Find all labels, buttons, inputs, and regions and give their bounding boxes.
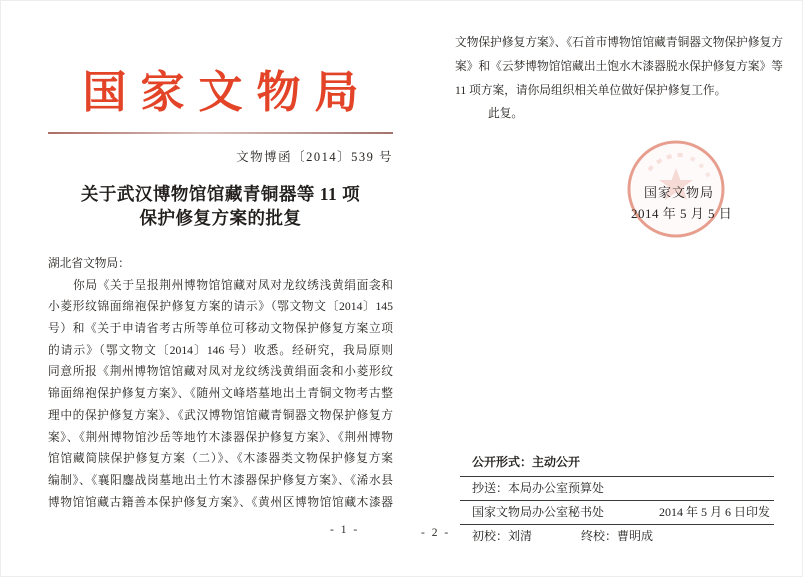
salutation: 湖北省文物局： (48, 257, 130, 270)
document-title (48, 182, 393, 230)
body-line: 同意所报《荆州博物馆馆藏对凤对龙纹绣浅黄绢面衾和小菱形纹 (48, 365, 393, 379)
final-proofreader: 终校：曹明成 (581, 529, 654, 543)
copy-to-row: 抄送：本局办公室预算处 (460, 477, 774, 501)
body-line: 11 项方案，请你局组织相关单位做好保护修复工作。 (455, 83, 727, 97)
admin-footer (460, 451, 774, 548)
body-line: 博物馆馆藏古籍善本保护修复方案》、《黄州区博物馆馆藏木漆器 (48, 495, 393, 509)
body-line: 小菱形纹锦面绵袍保护修复方案的请示》（鄂文物文〔2014〕145 (48, 300, 393, 314)
body-line: 案》、《荆州博物馆沙岳等地竹木漆器保护修复方案》、《荆州博物 (48, 430, 393, 444)
letterhead-divider (48, 132, 393, 134)
signature-agency: 国家文物局 (644, 185, 715, 200)
page-2 (455, 0, 783, 577)
body-line: 的请示》（鄂文物文〔2014〕146 号）收悉。经研究，我局原则 (48, 343, 393, 357)
body-line: 馆馆藏简牍保护修复方案（二）》、《木漆器类文物保护修复方案 (48, 452, 393, 466)
page-number-2: - 2 - (421, 527, 451, 539)
body-line: 案》和《云梦博物馆馆藏出土饱水木漆器脱水保护修复方案》等 (455, 59, 783, 73)
signature-date: 2014 年 5 月 5 日 (631, 206, 733, 221)
first-proofreader: 初校：刘清 (472, 529, 533, 543)
proofreaders-row (460, 525, 774, 548)
publicity-row: 公开形式：主动公开 (460, 451, 774, 477)
document-title-line-1: 关于武汉博物馆馆藏青铜器等 11 项 (80, 184, 361, 204)
print-date: 2014 年 5 月 6 日印发 (658, 505, 770, 519)
page-1 (48, 0, 393, 577)
issuer-row (460, 501, 774, 525)
page-1-body (48, 253, 393, 513)
page-number-1: - 1 - (330, 524, 360, 536)
document-title-line-2: 保护修复方案的批复 (139, 208, 302, 228)
body-line: 编制》、《襄阳鏖战岗墓地出土竹木漆器保护修复方案》、《浠水县 (48, 473, 393, 487)
page-2-body (455, 31, 783, 126)
body-line: 文物保护修复方案》、《石首市博物馆馆藏青铜器文物保护修复方 (455, 36, 783, 49)
body-line: 你局《关于呈报荆州博物馆馆藏对凤对龙纹绣浅黄绢面衾和 (73, 278, 393, 292)
issuer-office: 国家文物局办公室秘书处 (472, 505, 605, 519)
body-line: 理中的保护修复方案》、《武汉博物馆馆藏青铜器文物保护修复方 (48, 408, 393, 422)
agency-letterhead: 国家文物局 (82, 68, 373, 117)
closing-line: 此复。 (488, 107, 524, 121)
body-line: 锦面绵袍保护修复方案》、《随州文峰塔墓地出土青铜文物考古整 (48, 387, 393, 401)
document-number: 文物博函〔2014〕539 号 (236, 150, 393, 164)
body-line: 号）和《关于申请省考古所等单位可移动文物保护修复方案立项 (48, 322, 393, 336)
